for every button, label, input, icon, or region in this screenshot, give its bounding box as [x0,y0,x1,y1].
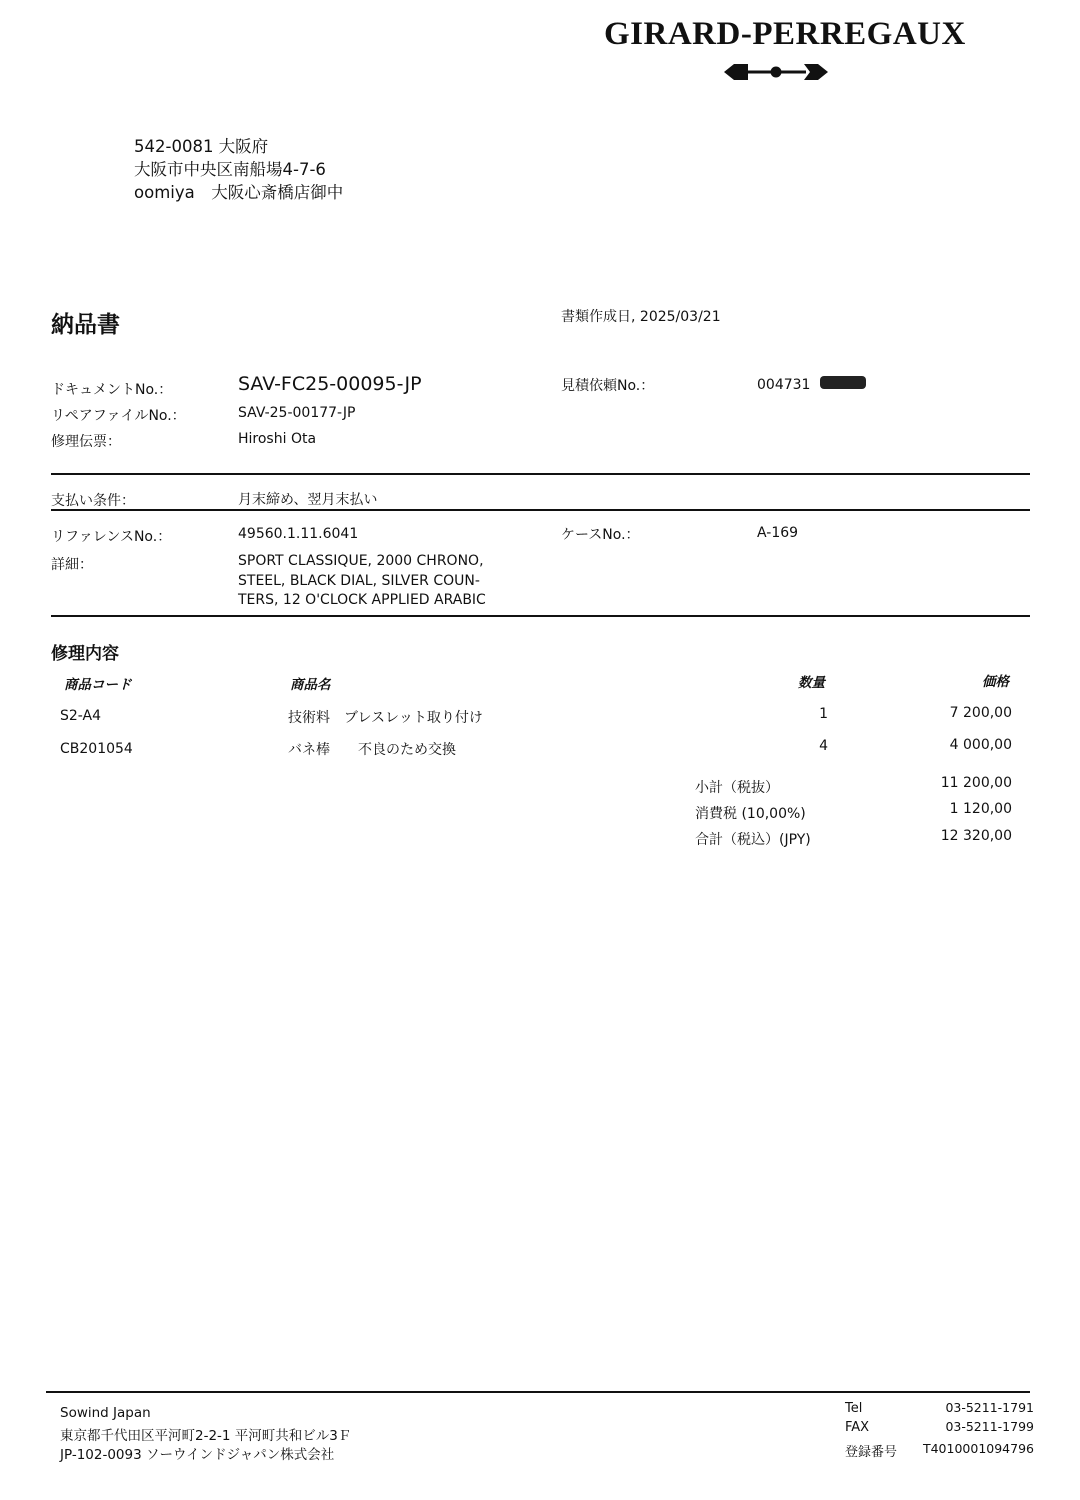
recipient-line-3: oomiya 大阪心斎橋店御中 [134,183,344,202]
divider-1 [51,473,1030,475]
repair-slip-label: 修理伝票： [51,434,121,450]
doc-no: SAV-FC25-00095-JP [238,373,422,395]
payment-label: 支払い条件： [51,493,135,509]
detail-line-2: STEEL, BLACK DIAL, SILVER COUN- [238,573,480,589]
detail-line-3: TERS, 12 O'CLOCK APPLIED ARABIC [238,592,486,608]
tel-label: Tel [845,1401,863,1416]
footer-company: Sowind Japan [60,1405,151,1421]
payment-terms: 月末締め、翌月末払い [238,492,378,508]
col-header-code: 商品コード [64,677,132,693]
row-name: 技術料 ブレスレット取り付け [288,710,483,726]
repair-file-no: SAV-25-00177-JP [238,405,356,421]
quote-no-label: 見積依頼No.： [561,378,655,394]
fax-value: 03-5211-1799 [945,1419,1034,1434]
reg-label: 登録番号 [845,1445,898,1460]
brand-logo: GIRARD-PERREGAUX [604,16,966,52]
footer-divider [46,1391,1030,1393]
case-no: A-169 [757,525,799,541]
ref-no: 49560.1.11.6041 [238,526,359,542]
detail-label: 詳細： [51,557,93,573]
recipient-line-1: 542-0081 大阪府 [134,137,269,156]
tax-value: 1 120,00 [949,801,1012,817]
redaction-mark [820,376,866,389]
subtotal-value: 11 200,00 [940,775,1012,791]
created-date-label: 書類作成日, [561,309,636,325]
repair-section-title: 修理内容 [51,644,119,664]
ref-no-label: リファレンスNo.： [51,529,172,545]
document-title: 納品書 [51,312,120,338]
col-header-price: 価格 [982,674,1009,690]
row-price: 4 000,00 [949,737,1012,753]
repair-file-label: リペアファイルNo.： [51,408,186,424]
divider-2 [51,509,1030,511]
subtotal-label: 小計（税抜） [695,780,779,796]
col-header-qty: 数量 [798,675,825,691]
row-name: バネ棒 不良のため交換 [288,742,456,758]
row-code: S2-A4 [60,708,102,724]
row-qty: 1 [819,706,828,722]
case-no-label: ケースNo.： [561,527,640,543]
total-label: 合計（税込）(JPY) [695,832,811,848]
quote-no: 004731 [757,377,811,393]
created-date: 2025/03/21 [639,309,721,325]
row-code: CB201054 [60,741,133,757]
footer-address: 東京都千代田区平河町2-2-1 平河町共和ビル3Ｆ [60,1428,352,1444]
divider-3 [51,615,1030,617]
recipient-line-2: 大阪市中央区南船場4-7-6 [134,160,326,179]
total-value: 12 320,00 [940,828,1012,844]
doc-no-label: ドキュメントNo.： [51,382,173,398]
row-qty: 4 [819,738,828,754]
tel-value: 03-5211-1791 [945,1400,1034,1415]
footer-postal: JP-102-0093 ソーウインドジャパン株式会社 [60,1447,335,1463]
reg-value: T4010001094796 [922,1441,1034,1456]
created-date-row [561,306,721,326]
tax-label: 消費税 (10,00%) [695,806,806,822]
row-price: 7 200,00 [949,705,1012,721]
detail-line-1: SPORT CLASSIQUE, 2000 CHRONO, [238,553,484,569]
col-header-name: 商品名 [290,677,331,693]
repair-slip-value: Hiroshi Ota [238,431,317,447]
fax-label: FAX [845,1420,870,1435]
arrow-emblem-icon [724,62,828,82]
